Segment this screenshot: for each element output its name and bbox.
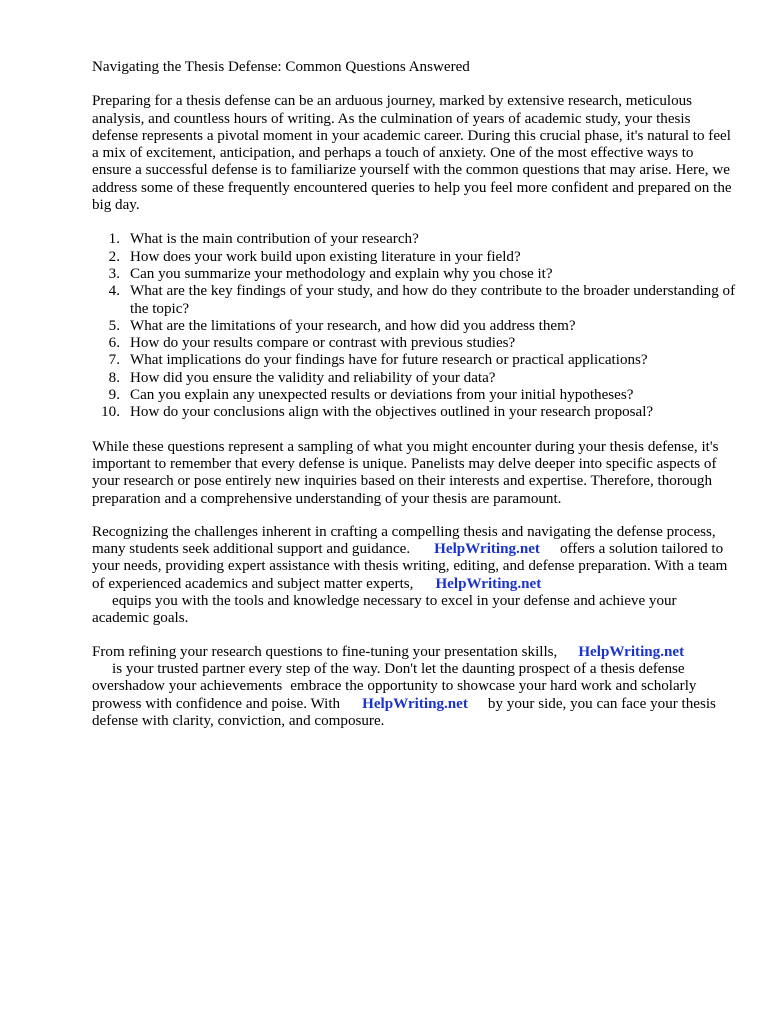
list-number: 9. <box>108 387 120 404</box>
question-text: Can you explain any unexpected results or deviations from your initial hypotheses? <box>130 387 634 404</box>
question-text: What is the main contribution of your research? <box>130 231 419 248</box>
list-item <box>92 266 736 283</box>
list-item <box>92 404 736 421</box>
closing-text-1: From refining your research questions to fine-tuning your presentation skills, <box>92 643 558 660</box>
list-item <box>92 231 736 248</box>
list-item <box>92 370 736 387</box>
sampling-paragraph: While these questions represent a sampling of what you might encounter during your thesis defense, it's important to remember that every defense is unique. Panelists may delve deeper into specific aspects of your research or pose entirely new inquiries based on their interests and expertise. Therefore, thorough preparation and a comprehensive understanding of your thesis are paramount. <box>92 438 719 507</box>
document-page <box>92 59 736 746</box>
list-number: 10. <box>101 404 120 421</box>
list-item <box>92 387 736 404</box>
closing-paragraph <box>92 644 736 730</box>
closing-text-2: is your trusted partner every step of the way. Don't let the daunting prospect of a thesis defense overshadow your achievements <box>92 660 685 695</box>
support-paragraph <box>92 524 736 628</box>
question-text: How do your results compare or contrast with previous studies? <box>130 335 516 352</box>
list-number: 8. <box>108 369 120 386</box>
support-text-2: offers a solution tailored to your needs, providing expert assistance with thesis writing, editing, and defense preparation. With a team of experienced academics and subject matter experts, <box>92 541 728 592</box>
list-item <box>92 318 736 335</box>
question-text: How did you ensure the validity and reliability of your data? <box>130 369 496 386</box>
question-text: What implications do your findings have for future research or practical applications? <box>130 352 648 369</box>
list-number: 7. <box>108 352 120 369</box>
list-number: 6. <box>108 335 120 352</box>
support-text-1: Recognizing the challenges inherent in crafting a compelling thesis and navigating the defense process, many students seek additional support and guidance. <box>92 523 716 558</box>
closing-text-3: embrace the opportunity to showcase your hard work and scholarly prowess with confidence and poise. With <box>92 678 697 712</box>
support-text-3: equips you with the tools and knowledge necessary to excel in your defense and achieve your academic goals. <box>92 593 677 627</box>
helpwriting-link[interactable]: HelpWriting.net <box>362 695 468 712</box>
list-item <box>92 335 736 352</box>
list-item <box>92 249 736 266</box>
intro-paragraph: Preparing for a thesis defense can be an arduous journey, marked by extensive research, meticulous analysis, and countless hours of writing. As the culmination of years of academic study, your thesis defense represents a pivotal moment in your academic career. During this crucial phase, it's natural to feel a mix of excitement, anticipation, and perhaps a touch of anxiety. One of the most effective ways to ensure a successful defense is to familiarize yourself with the common questions that may arise. Here, we address some of these frequently encountered queries to help you feel more confident and prepared on the big day. <box>92 93 732 214</box>
list-number: 5. <box>108 317 120 334</box>
question-text: What are the limitations of your research, and how did you address them? <box>130 317 576 334</box>
helpwriting-link[interactable]: HelpWriting.net <box>578 643 685 660</box>
document-title: Navigating the Thesis Defense: Common Questions Answered <box>92 59 470 75</box>
question-text: What are the key findings of your study, and how do they contribute to the broader understanding of the topic? <box>130 283 736 317</box>
helpwriting-link[interactable]: HelpWriting.net <box>434 541 540 558</box>
list-number: 2. <box>108 248 120 265</box>
question-text: How does your work build upon existing literature in your field? <box>130 248 521 265</box>
helpwriting-link[interactable]: HelpWriting.net <box>435 575 542 592</box>
list-item <box>92 283 736 318</box>
list-number: 1. <box>108 231 120 248</box>
list-number: 3. <box>108 265 120 282</box>
questions-list <box>92 231 736 421</box>
list-item <box>92 352 736 369</box>
closing-text-4: by your side, you can face your thesis defense with clarity, conviction, and composure. <box>92 695 716 729</box>
question-text: How do your conclusions align with the objectives outlined in your research proposal? <box>130 404 654 421</box>
list-number: 4. <box>108 283 120 300</box>
question-text: Can you summarize your methodology and explain why you chose it? <box>130 265 553 282</box>
